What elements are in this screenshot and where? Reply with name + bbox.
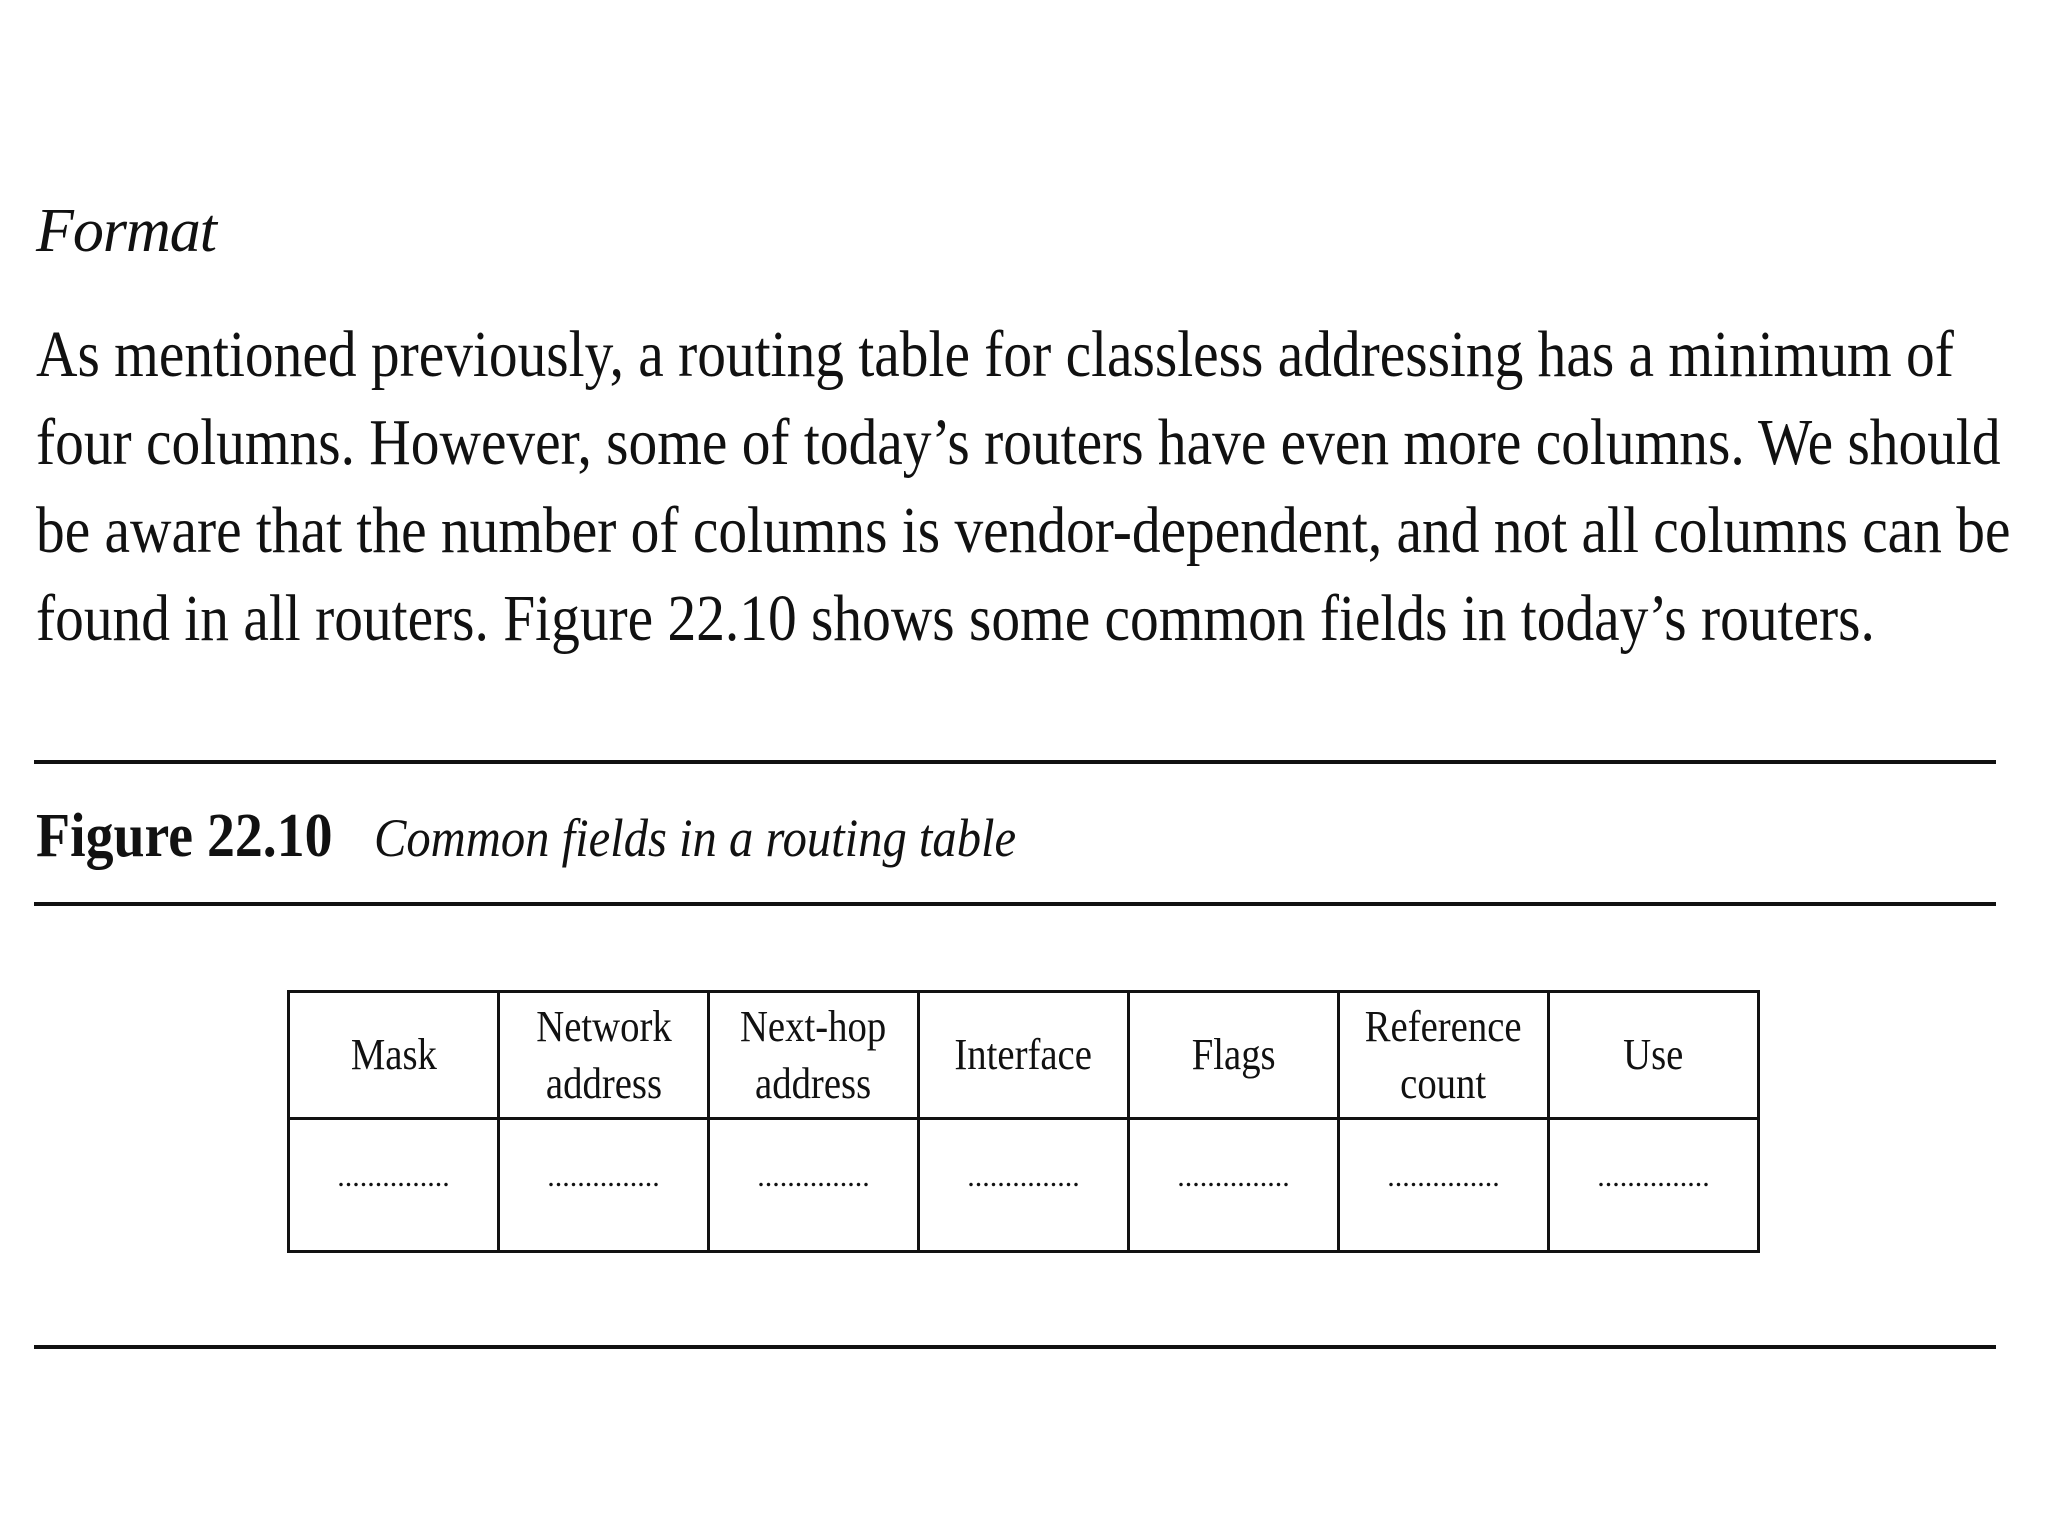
header-label: Network address (535, 1001, 672, 1108)
paragraph-line: found in all routers. Figure 22.10 shows some common fields in today’s routers. (36, 582, 1875, 655)
value-cell (1339, 1119, 1549, 1252)
figure-number: Figure 22.10 (36, 802, 333, 870)
figure-top-rule (34, 760, 1996, 764)
value-cell (499, 1119, 709, 1252)
header-cell-use (1549, 992, 1759, 1119)
paragraph-line: As mentioned previously, a routing table for classless addressing has a minimum of (36, 318, 1954, 391)
section-heading: Format (36, 197, 216, 265)
value-cell (1129, 1119, 1339, 1252)
figure-bottom-rule (34, 1345, 1996, 1349)
value-cell (289, 1119, 499, 1252)
figure-caption-rule (34, 902, 1996, 906)
figure-title: Common fields in a routing table (373, 808, 1017, 868)
placeholder-dots: ............... (967, 1160, 1080, 1193)
header-label: Flags (1191, 1030, 1276, 1080)
header-label: Reference count (1365, 1001, 1522, 1108)
paragraph-line: be aware that the number of columns is vendor-dependent, and not all columns can be (36, 494, 2011, 567)
header-label: Use (1623, 1030, 1684, 1080)
header-cell-reference-count (1339, 992, 1549, 1119)
placeholder-dots: ............... (337, 1160, 450, 1193)
header-label: Mask (350, 1030, 437, 1080)
value-cell (709, 1119, 919, 1252)
header-label: Next-hop address (740, 1001, 887, 1108)
header-cell-mask (289, 992, 499, 1119)
figure-caption (36, 802, 1017, 870)
header-cell-flags (1129, 992, 1339, 1119)
value-cell (919, 1119, 1129, 1252)
header-cell-network-address (499, 992, 709, 1119)
placeholder-dots: ............... (547, 1160, 660, 1193)
table-header-row (289, 992, 1759, 1119)
placeholder-dots: ............... (1177, 1160, 1290, 1193)
paragraph-line: four columns. However, some of today’s routers have even more columns. We should (36, 406, 2001, 479)
routing-table (287, 990, 1760, 1253)
header-cell-interface (919, 992, 1129, 1119)
table-row (289, 1119, 1759, 1252)
placeholder-dots: ............... (1387, 1160, 1500, 1193)
header-label: Interface (954, 1030, 1093, 1080)
placeholder-dots: ............... (757, 1160, 870, 1193)
placeholder-dots: ............... (1597, 1160, 1710, 1193)
value-cell (1549, 1119, 1759, 1252)
header-cell-next-hop-address (709, 992, 919, 1119)
